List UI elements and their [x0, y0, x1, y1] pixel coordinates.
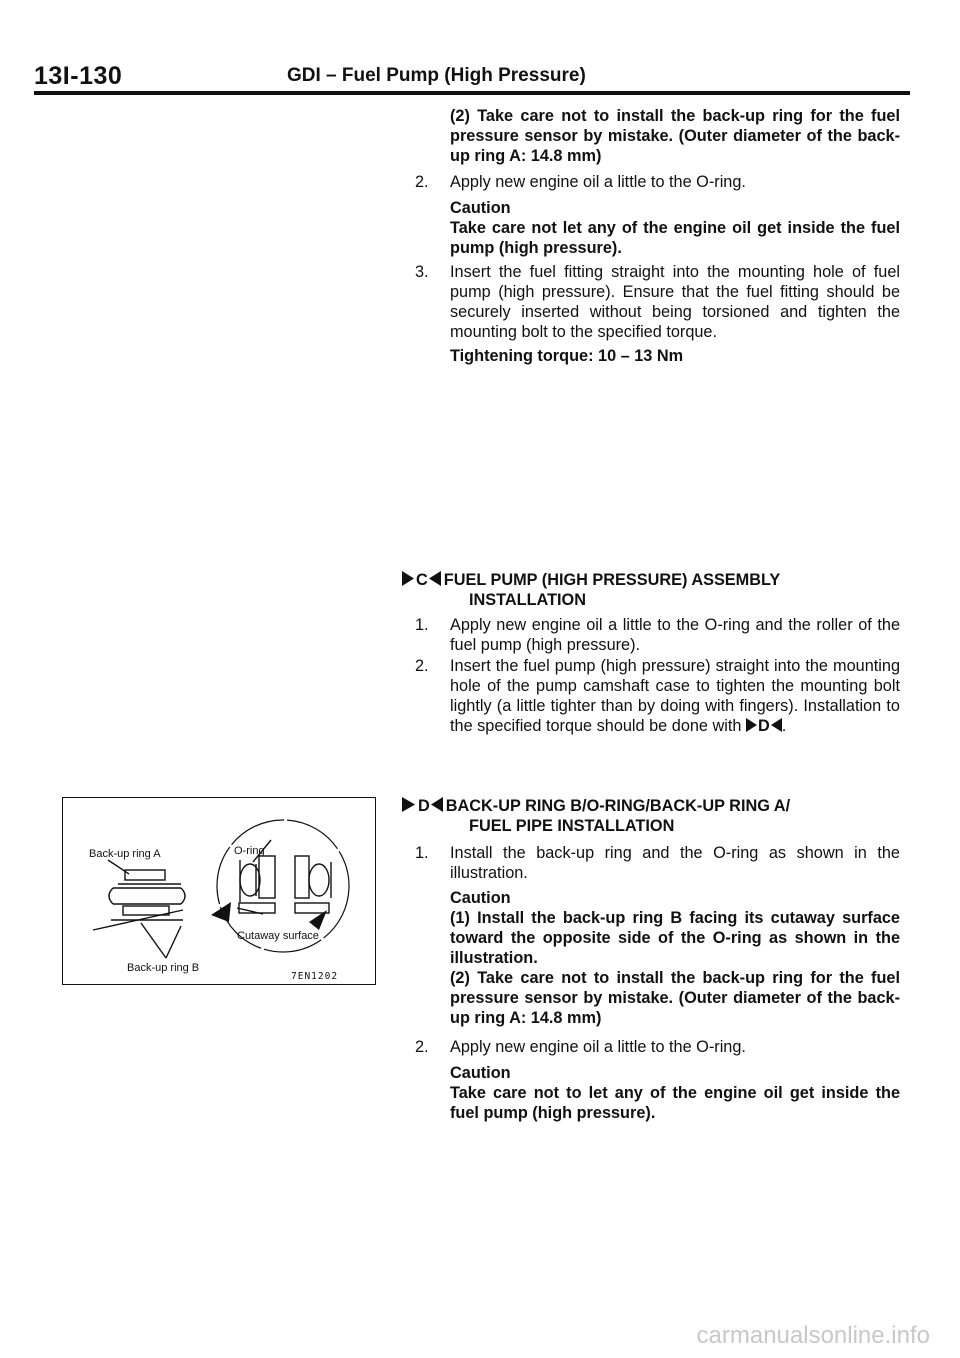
torque-spec: Tightening torque: 10 – 13 Nm	[450, 347, 684, 365]
top-step2-text: Apply new engine oil a little to the O-ring.	[450, 173, 746, 191]
c-step2-num: 2.	[415, 657, 429, 675]
d-step1-num: 1.	[415, 844, 429, 862]
top-step2-num: 2.	[415, 173, 429, 191]
c-step2-text: Insert the fuel pump (high pressure) straight into the mounting hole of the pump camshaft case to tighten the mounting bolt lightly (a little tighter than by doing with fingers). Installation to the specified torque should be done with D .	[450, 657, 900, 735]
d-caution-item2: (2) Take care not to install the back-up ring for the fuel pressure sensor by mistake. (Outer diameter of the back-up ring A: 14.8 mm)	[450, 969, 900, 1027]
marker-left-arrow-icon	[430, 797, 444, 812]
marker-right-arrow-icon	[402, 797, 418, 812]
watermark: carmanualsonline.info	[696, 1322, 930, 1349]
page-header	[34, 62, 910, 94]
top-step3-num: 3.	[415, 263, 429, 281]
backup-ring-illustration	[62, 797, 376, 985]
label-cutaway-surface: Cutaway surface	[237, 930, 319, 942]
pointer-arrow-icon	[211, 902, 231, 922]
section-d-heading-line2: FUEL PIPE INSTALLATION	[469, 817, 675, 835]
d-caution2-text: Take care not to let any of the engine oil get inside the fuel pump (high pressure).	[450, 1084, 900, 1122]
top-caution-text: Take care not let any of the engine oil get inside the fuel pump (high pressure).	[450, 219, 900, 257]
label-backup-ring-b: Back-up ring B	[127, 962, 200, 974]
d-step2-num: 2.	[415, 1038, 429, 1056]
c-step1-num: 1.	[415, 616, 429, 634]
d-caution-label: Caution	[450, 889, 511, 907]
right-arrow-icon	[746, 718, 758, 732]
marker-left-arrow-icon	[428, 571, 442, 586]
top-step3-text: Insert the fuel fitting straight into the mounting hole of fuel pump (high pressure). Ensure that the fuel fitting should be securely inserted without being torsioned and tighten the mounting bolt to the specified torque.	[450, 263, 900, 341]
figure-code: 7EN1202	[291, 971, 339, 982]
left-arrow-icon	[770, 718, 782, 732]
d-caution2-label: Caution	[450, 1064, 511, 1082]
top-item2-sub: (2) Take care not to install the back-up ring for the fuel pressure sensor by mistake. (Outer diameter of the back-up ring A: 14.8 mm)	[450, 107, 900, 165]
header-rule	[34, 91, 910, 95]
d-step2-text: Apply new engine oil a little to the O-ring.	[450, 1038, 746, 1056]
d-caution-item1: (1) Install the back-up ring B facing its cutaway surface toward the opposite side of the O-ring as shown in the illustration.	[450, 909, 900, 967]
section-d-heading: D BACK-UP RING B/O-RING/BACK-UP RING A/	[402, 796, 790, 816]
backup-ring-a-shape	[125, 870, 165, 880]
top-caution-label: Caution	[450, 199, 511, 217]
page-title: GDI – Fuel Pump (High Pressure)	[287, 65, 586, 86]
page-number: 13I-130	[34, 62, 123, 90]
section-c-heading: C FUEL PUMP (HIGH PRESSURE) ASSEMBLY	[402, 570, 780, 590]
label-oring: O-ring	[234, 845, 265, 857]
section-c-heading-line2: INSTALLATION	[469, 591, 586, 609]
c-step1-text: Apply new engine oil a little to the O-ring and the roller of the fuel pump (high pressure).	[450, 616, 900, 654]
step-ref-d: D	[746, 717, 782, 735]
d-step1-text: Install the back-up ring and the O-ring as shown in the illustration.	[450, 844, 900, 882]
backup-ring-diagram	[63, 798, 374, 983]
label-backup-ring-a: Back-up ring A	[89, 848, 161, 860]
